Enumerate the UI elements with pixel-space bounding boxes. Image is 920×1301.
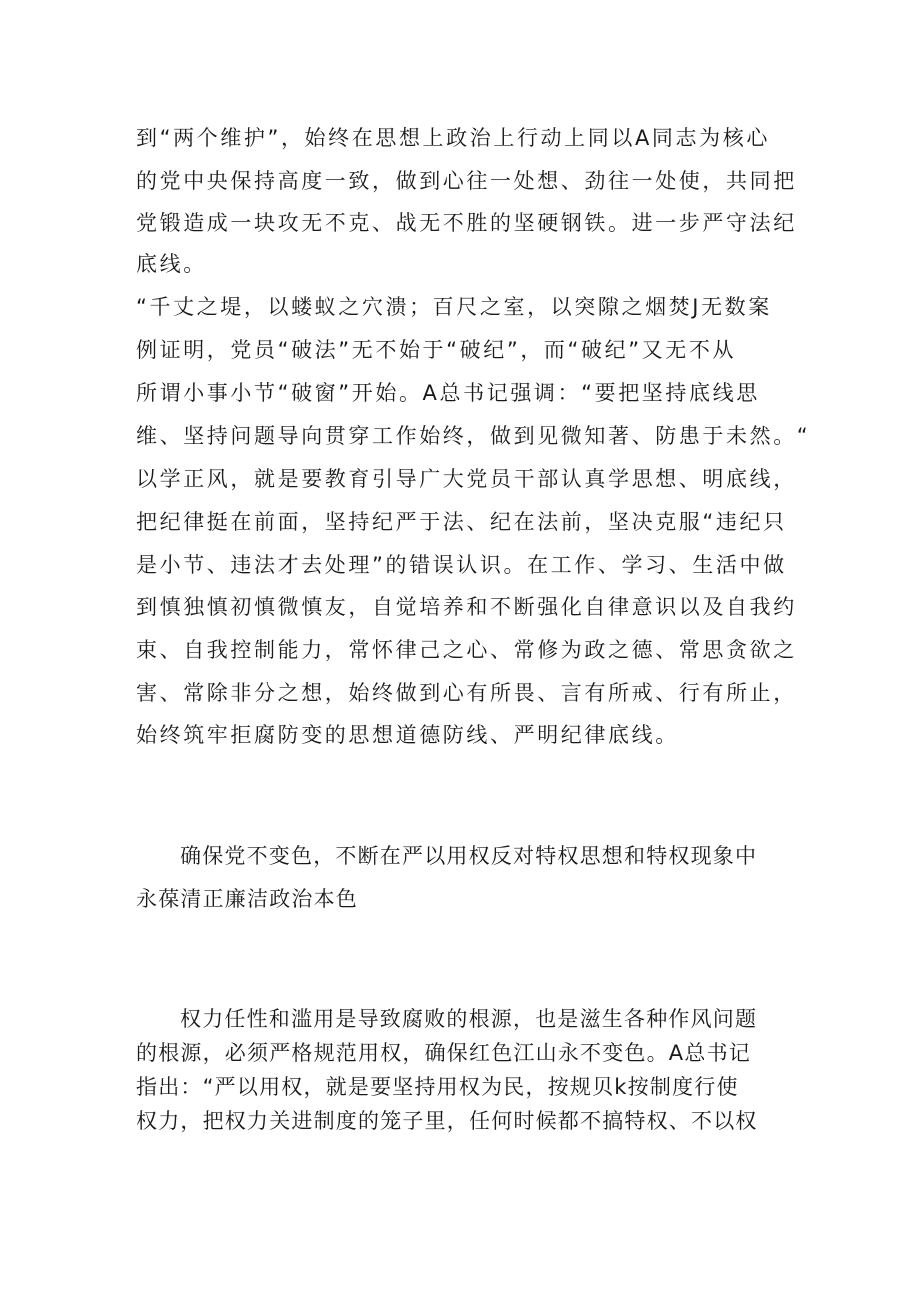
paragraph-2-line-1: “千丈之堤，以蝼蚁之穴溃；百尺之室，以突隙之烟焚J无数案 [136,295,772,319]
paragraph-3-line-1: 权力任性和滥用是导致腐败的根源，也是滋生各种作风问题 [180,1007,758,1031]
paragraph-1-line-1: 到“两个维护”，始终在思想上政治上行动上同以A同志为核心 [136,126,770,150]
paragraph-2-line-6: 把纪律挺在前面，坚持纪严于法、纪在法前，坚决克服“违纪只 [136,510,787,534]
paragraph-2-line-5: 以学正风，就是要教育引导广大党员干部认真学思想、明底线， [136,467,797,491]
paragraph-2-line-7: 是小节、违法才去处理”的错误认识。在工作、学习、生活中做 [136,553,787,577]
paragraph-1-line-4: 底线。 [136,252,207,276]
paragraph-1-line-3: 党锻造成一块攻无不克、战无不胜的坚硬钢铁。进一步严守法纪 [136,211,797,235]
paragraph-2-line-2: 例证明，党员“破法”无不始于“破纪”，而“破纪”又无不从 [136,338,737,362]
paragraph-2-line-4: 维、坚持问题导向贯穿工作始终，做到见微知著、防患于未然。“ [136,424,811,448]
section-heading-line-2: 永葆清正廉洁政治本色 [136,887,358,911]
paragraph-3-line-4: 权力，把权力关进制度的笼子里，任何时候都不搞特权、不以权 [136,1109,758,1133]
paragraph-2-line-8: 到慎独慎初慎微慎友，自觉培养和不断强化自律意识以及自我约 [136,595,797,619]
paragraph-2-line-11: 始终筑牢拒腐防变的思想道德防线、严明纪律底线。 [136,723,679,747]
paragraph-2-line-9: 束、自我控制能力，常怀律己之心、常修为政之德、常思贪欲之 [136,638,797,662]
paragraph-2-line-10: 害、常除非分之想，始终做到心有所畏、言有所戒、行有所止， [136,681,797,705]
paragraph-1-line-2: 的党中央保持高度一致，做到心往一处想、劲往一处使，共同把 [136,169,797,193]
paragraph-3-line-3: 指出：“严以用权，就是要坚持用权为民，按规贝k按制度行使 [136,1075,739,1099]
paragraph-2-line-3: 所谓小事小节“破窗”开始。A总书记强调：“要把坚持底线思 [136,381,760,405]
section-heading-line-1: 确保党不变色，不断在严以用权反对特权思想和特权现象中 [180,844,758,868]
paragraph-3-line-2: 的根源，必须严格规范用权，确保红色江山永不变色。A总书记 [136,1041,751,1065]
